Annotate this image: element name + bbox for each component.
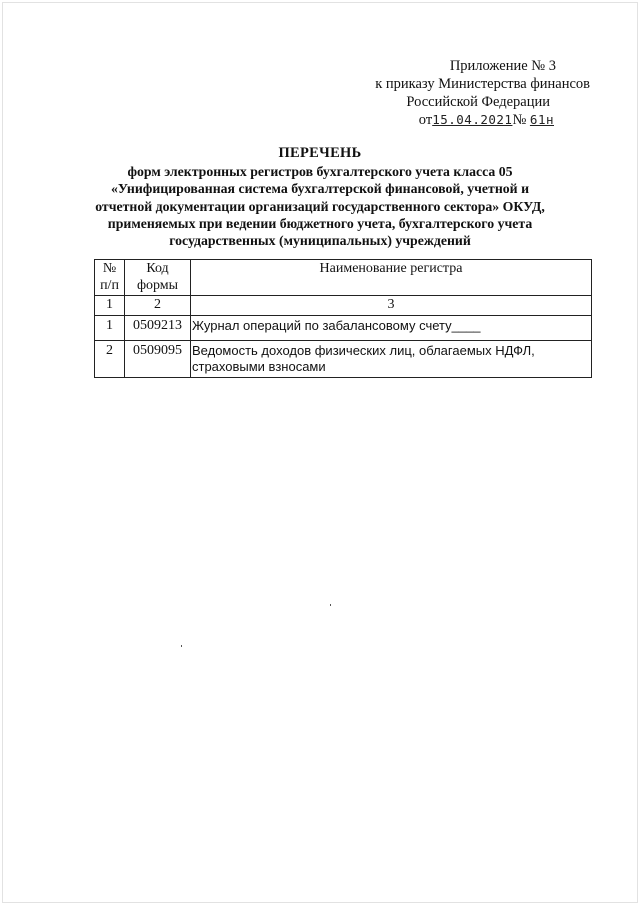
appendix-header <box>320 57 590 129</box>
order-date-line <box>320 111 590 129</box>
number-prefix: № <box>512 112 527 128</box>
order-date: 15.04.2021 <box>432 112 513 127</box>
column-index: 3 <box>191 296 592 316</box>
header-register-name: Наименование регистра <box>191 260 592 296</box>
page-border <box>2 2 638 903</box>
register-table <box>94 259 592 378</box>
header-number-line1: № <box>102 261 117 276</box>
column-index: 2 <box>125 296 191 316</box>
header-code-line1: Код <box>146 261 169 276</box>
table-header-row <box>95 260 592 296</box>
form-code: 0509095 <box>125 341 191 378</box>
row-number: 2 <box>95 341 125 378</box>
date-prefix: от <box>418 112 433 128</box>
appendix-number: Приложение № 3 <box>449 58 556 74</box>
federation-line: Российской Федерации <box>406 94 550 110</box>
column-index-row <box>95 296 592 316</box>
title-line: применяемых при ведении бюджетного учета, бухгалтерского учета <box>107 215 533 231</box>
table-row <box>95 316 592 341</box>
document-title-block <box>95 145 545 249</box>
title-line: форм электронных регистров бухгалтерского учета класса 05 <box>127 164 513 180</box>
form-code: 0509213 <box>125 316 191 341</box>
title-line: отчетной документации организаций государственного сектора» ОКУД, <box>95 198 545 214</box>
register-name: Ведомость доходов физических лиц, облагаемых НДФЛ, страховыми взносами <box>191 341 592 378</box>
header-number-line2: п/п <box>100 278 119 293</box>
order-number: 61н <box>529 112 554 127</box>
title-line: государственных (муниципальных) учреждений <box>169 233 471 249</box>
header-code-line2: формы <box>136 278 179 293</box>
scan-speck <box>181 645 182 647</box>
header-number <box>95 260 125 296</box>
scan-speck <box>330 604 331 606</box>
title-line: «Унифицированная система бухгалтерской финансовой, учетной и <box>110 181 530 197</box>
table-row <box>95 341 592 378</box>
header-form-code <box>125 260 191 296</box>
column-index: 1 <box>95 296 125 316</box>
order-reference: к приказу Министерства финансов <box>375 76 590 92</box>
row-number: 1 <box>95 316 125 341</box>
document-title: ПЕРЕЧЕНЬ <box>278 145 362 161</box>
register-name: Журнал операций по забалансовому счету____ <box>191 316 592 341</box>
